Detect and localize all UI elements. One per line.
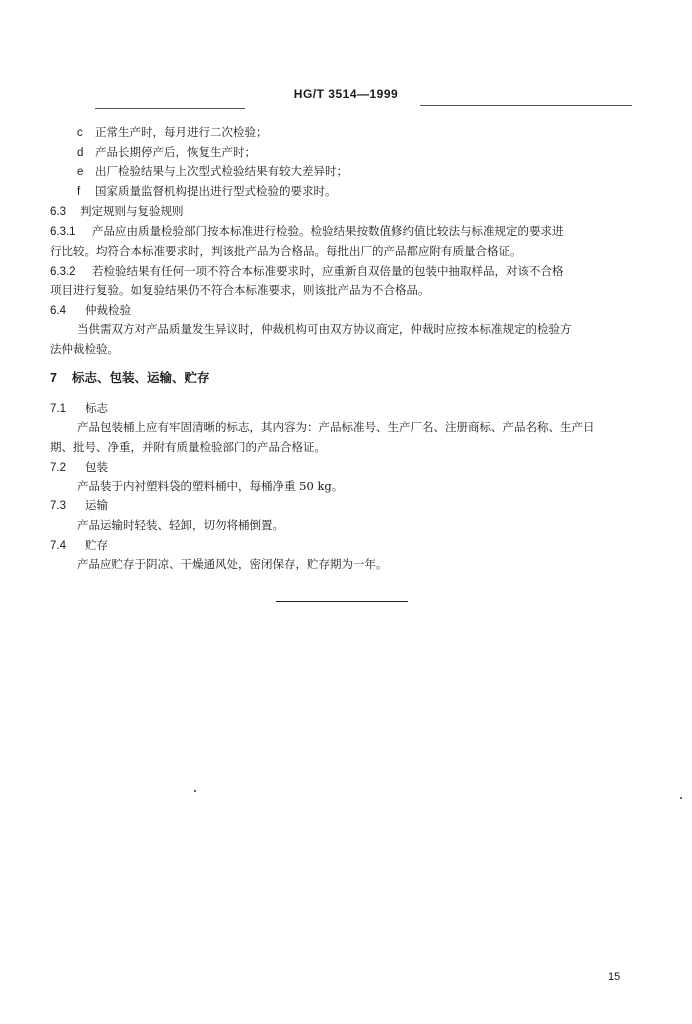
section-number: 6.4	[50, 305, 66, 317]
section-7-3-text	[77, 518, 284, 532]
section-7-4-text	[77, 557, 388, 571]
section-6-4-line2	[50, 342, 119, 356]
section-number: 6.3	[50, 206, 66, 218]
paragraph-text: 行比较。均符合本标准要求时，判该批产品为合格品。每批出厂的产品都应附有质量合格证。	[50, 244, 522, 258]
section-6-3-1-line1	[50, 224, 564, 239]
list-item-d	[77, 145, 256, 160]
paragraph-text: 若检验结果有任何一项不符合本标准要求时，应重新自双倍量的包装中抽取样品，对该不合格	[92, 264, 564, 278]
paragraph-text: 法仲裁检验。	[50, 342, 119, 356]
section-title: 标志	[85, 401, 108, 415]
section-7-heading	[50, 371, 210, 385]
paragraph-text: 期、批号、净重，并附有质量检验部门的产品合格证。	[50, 440, 326, 454]
section-7-1-line2	[50, 440, 326, 454]
section-7-4-heading	[50, 538, 108, 553]
section-number: 7	[50, 371, 57, 385]
section-title: 包装	[85, 460, 108, 474]
list-marker: f	[77, 186, 81, 198]
section-title: 标志、包装、运输、贮存	[72, 370, 210, 385]
list-item-c	[77, 125, 268, 140]
page-number: 15	[608, 971, 621, 983]
list-marker: c	[77, 127, 83, 139]
section-6-3-2-line1	[50, 264, 564, 279]
section-7-2-heading	[50, 460, 108, 475]
standard-code-header: HG/T 3514—1999	[293, 87, 399, 101]
section-title: 贮存	[85, 538, 108, 552]
section-6-3-heading	[50, 204, 184, 219]
paragraph-text: 产品应贮存于阴凉、干燥通风处，密闭保存，贮存期为一年。	[77, 557, 388, 571]
list-item-f	[77, 184, 337, 199]
header-rule-left	[95, 108, 245, 109]
section-6-4-line1	[77, 322, 572, 336]
paragraph-text: 项目进行复验。如复验结果仍不符合本标准要求，则该批产品为不合格品。	[50, 283, 430, 297]
paragraph-text: 产品运输时轻装、轻卸，切勿将桶倒置。	[77, 518, 284, 532]
list-text: 产品长期停产后，恢复生产时；	[95, 145, 256, 159]
list-text: 正常生产时，每月进行二次检验；	[95, 125, 268, 139]
section-7-2-text	[77, 479, 343, 493]
section-title: 运输	[85, 498, 108, 512]
section-7-1-line1	[77, 420, 595, 434]
section-number: 7.2	[50, 462, 66, 474]
paragraph-text: 产品包装桶上应有牢固清晰的标志，其内容为：产品标准号、生产厂名、注册商标、产品名称、生产日	[77, 420, 595, 434]
section-number: 7.3	[50, 500, 66, 512]
paragraph-text: 当供需双方对产品质量发生异议时，仲裁机构可由双方协议商定，仲裁时应按本标准规定的检验方	[77, 322, 572, 336]
section-6-3-1-line2	[50, 244, 522, 258]
section-6-4-heading	[50, 303, 131, 318]
section-title: 判定规则与复验规则	[80, 204, 184, 218]
section-number: 6.3.1	[50, 226, 76, 238]
list-text: 出厂检验结果与上次型式检验结果有较大差异时；	[95, 164, 348, 178]
section-7-3-heading	[50, 498, 108, 513]
list-text: 国家质量监督机构提出进行型式检验的要求时。	[95, 184, 337, 198]
list-marker: e	[77, 166, 84, 178]
section-number: 7.1	[50, 403, 66, 415]
paragraph-text: 产品应由质量检验部门按本标准进行检验。检验结果按数值修约值比较法与标准规定的要求进	[92, 224, 564, 238]
end-of-document-rule	[276, 601, 408, 602]
section-number: 6.3.2	[50, 266, 76, 278]
header-rule-right	[420, 105, 632, 106]
section-title: 仲裁检验	[85, 303, 131, 317]
list-item-e	[77, 164, 348, 179]
scan-speck	[194, 790, 196, 792]
section-7-1-heading	[50, 401, 108, 416]
section-number: 7.4	[50, 540, 66, 552]
paragraph-text: 产品装于内衬塑料袋的塑料桶中，每桶净重 50 kg。	[77, 479, 344, 493]
scan-speck	[680, 797, 682, 799]
section-6-3-2-line2	[50, 283, 430, 297]
list-marker: d	[77, 147, 84, 159]
